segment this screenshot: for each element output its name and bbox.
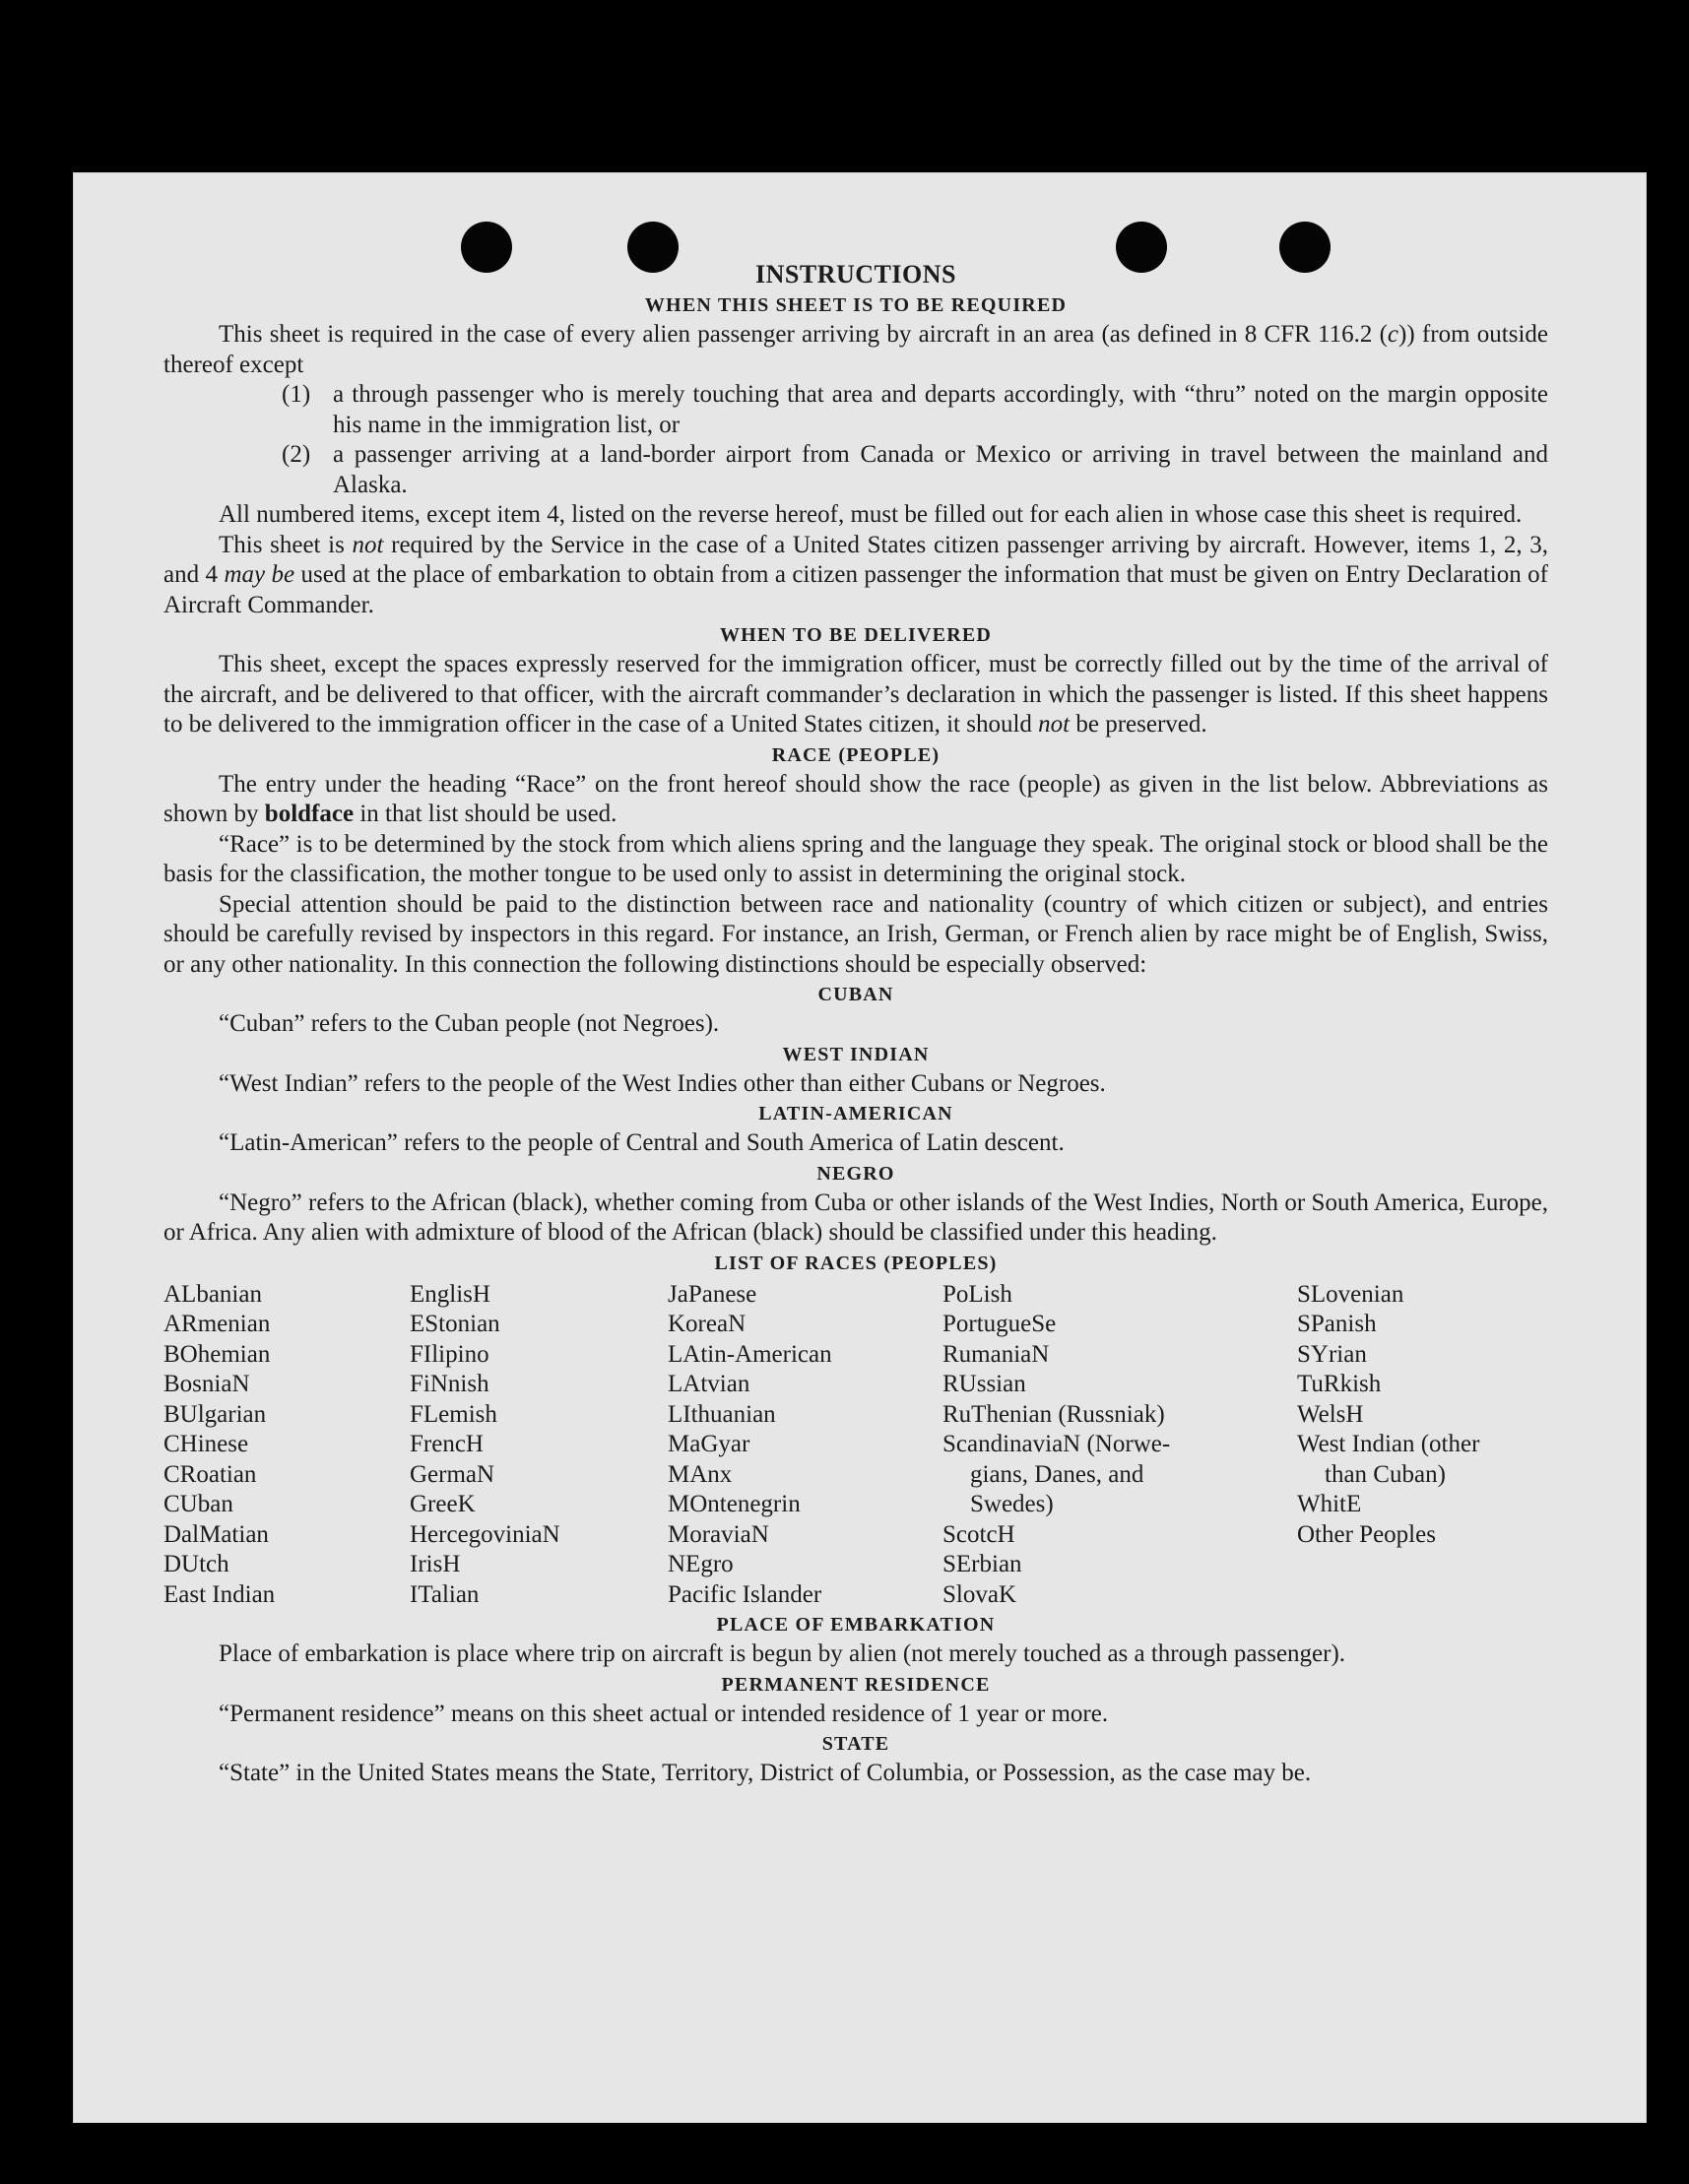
- race-item: Other Peoples: [1297, 1520, 1436, 1548]
- paragraph: “Latin-American” refers to the people of Central and South America of Latin descent.: [219, 1129, 1065, 1156]
- race-item: East Indian: [163, 1580, 276, 1608]
- paragraph: All numbered items, except item 4, listed on the reverse hereof, must be filled out for each alien in whose case this sheet is required.: [219, 501, 1523, 528]
- section-heading: LATIN-AMERICAN: [758, 1103, 953, 1124]
- race-item: WelsH: [1297, 1400, 1364, 1428]
- race-item: EStonian: [410, 1311, 500, 1337]
- paragraph: This sheet, except the spaces expressly reserved for the immigration officer, must be correctly filled out by the time of the arrival of the aircraft, and be delivered to that officer, with the aircraft commander’s declaration in which the passenger is listed. If this sheet happens to be delivered to the immigration officer in the case of a United States citizen, it should not be preserved.: [163, 651, 1548, 738]
- race-item: GermaN: [410, 1460, 495, 1488]
- race-item: FIlipino: [410, 1340, 489, 1368]
- race-item: DUtch: [163, 1551, 229, 1577]
- race-item: ARmenian: [163, 1311, 271, 1337]
- race-item: GreeK: [410, 1491, 476, 1517]
- race-column: [1297, 1280, 1548, 1611]
- section-heading: RACE (PEOPLE): [771, 743, 941, 766]
- race-item: LAtin-American: [668, 1340, 832, 1368]
- race-item: MAnx: [668, 1460, 733, 1488]
- race-item: NEgro: [668, 1551, 734, 1577]
- race-item: RuThenian (Russniak): [942, 1400, 1165, 1428]
- paragraph: “Negro” refers to the African (black), whether coming from Cuba or other islands of the West Indies, North or South America, Europe, or Africa. Any alien with admixture of blood of the African (black) should be classified under this heading.: [163, 1188, 1548, 1246]
- race-item: SlovaK: [942, 1580, 1016, 1608]
- race-item: BUlgarian: [163, 1400, 267, 1428]
- race-item: BOhemian: [163, 1340, 271, 1368]
- race-item: KoreaN: [668, 1311, 747, 1337]
- paragraph: “Permanent residence” means on this sheet actual or intended residence of 1 year or more.: [219, 1700, 1109, 1727]
- section-heading: LIST OF RACES (PEOPLES): [714, 1252, 998, 1274]
- race-item: CRoatian: [163, 1460, 257, 1488]
- race-item: PortugueSe: [942, 1311, 1057, 1337]
- race-item: SLovenian: [1297, 1280, 1404, 1308]
- list-item: (2) a passenger arriving at a land-border airport from Canada or Mexico or arriving in travel between the mainland and Alaska.: [282, 441, 1548, 498]
- instruction-sheet: [73, 172, 1647, 2123]
- section-heading: WHEN TO BE DELIVERED: [719, 624, 993, 646]
- race-item: IrisH: [410, 1551, 461, 1577]
- section-heading: STATE: [821, 1733, 890, 1755]
- section-heading: PERMANENT RESIDENCE: [721, 1673, 991, 1696]
- race-item: BosniaN: [163, 1371, 250, 1397]
- race-item: ScandinaviaN (Norwe-: [942, 1431, 1171, 1457]
- section-heading: CUBAN: [817, 984, 894, 1005]
- race-item: RumaniaN: [942, 1340, 1050, 1368]
- race-item: MaGyar: [668, 1431, 750, 1457]
- race-column: [668, 1280, 942, 1611]
- paragraph: This sheet is required in the case of every alien passenger arriving by aircraft in an area (as defined in 8 CFR 116.2 (c)) from outside thereof except: [163, 321, 1548, 378]
- race-item: TuRkish: [1297, 1371, 1382, 1397]
- race-item: Pacific Islander: [668, 1580, 822, 1608]
- race-item: MoraviaN: [668, 1520, 769, 1548]
- list-item: (1) a through passenger who is merely touching that area and departs accordingly, with “thru” noted on the margin opposite his name in the immigration list, or: [282, 381, 1548, 438]
- race-item: JaPanese: [668, 1280, 757, 1308]
- race-item: HercegoviniaN: [410, 1520, 560, 1548]
- race-item: RUssian: [942, 1371, 1026, 1397]
- race-item: SErbian: [942, 1551, 1022, 1577]
- race-item: DalMatian: [163, 1520, 269, 1548]
- section-heading: PLACE OF EMBARKATION: [716, 1614, 996, 1636]
- paragraph: “West Indian” refers to the people of the West Indies other than either Cubans or Negroes.: [219, 1069, 1106, 1097]
- paragraph: Special attention should be paid to the distinction between race and nationality (country of which citizen or subject), and entries should be carefully revised by inspectors in this regard. For instance, an Irish, German, or French alien by race might be of English, Swiss, or any other nationality. In this connection the following distinctions should be especially observed:: [163, 890, 1548, 978]
- race-item: PoLish: [942, 1280, 1012, 1308]
- race-list: [163, 1280, 1548, 1611]
- race-item: MOntenegrin: [668, 1491, 801, 1517]
- race-item: LIthuanian: [668, 1400, 776, 1428]
- race-item: ScotcH: [942, 1520, 1015, 1548]
- section-heading: WHEN THIS SHEET IS TO BE REQUIRED: [644, 294, 1068, 316]
- race-item: EnglisH: [410, 1280, 490, 1308]
- paragraph: This sheet is not required by the Service in the case of a United States citizen passenger arriving by aircraft. However, items 1, 2, 3, and 4 may be used at the place of embarkation to obtain from a citizen passenger the information that must be given on Entry Declaration of Aircraft Commander.: [163, 531, 1548, 618]
- race-item: CUban: [163, 1491, 233, 1517]
- race-column: [942, 1280, 1297, 1611]
- page-title: INSTRUCTIONS: [755, 260, 956, 289]
- race-item: Swedes): [970, 1491, 1054, 1517]
- race-item: SYrian: [1297, 1340, 1367, 1368]
- race-item: West Indian (other: [1297, 1431, 1480, 1457]
- race-item: WhitE: [1297, 1491, 1362, 1517]
- race-item: FLemish: [410, 1400, 497, 1428]
- race-item: gians, Danes, and: [970, 1460, 1144, 1488]
- paragraph: “Race” is to be determined by the stock from which aliens spring and the language they speak. The original stock or blood shall be the basis for the classification, the mother tongue to be used only to assist in determining the original stock.: [163, 830, 1548, 887]
- race-column: [410, 1280, 668, 1611]
- race-column: [163, 1280, 410, 1611]
- section-heading: NEGRO: [816, 1162, 895, 1185]
- race-item: FrencH: [410, 1431, 484, 1457]
- race-item: LAtvian: [668, 1371, 750, 1397]
- race-item: ALbanian: [163, 1280, 262, 1308]
- race-item: CHinese: [163, 1431, 249, 1457]
- paragraph: “Cuban” refers to the Cuban people (not Negroes).: [219, 1010, 720, 1037]
- race-item: SPanish: [1297, 1311, 1377, 1337]
- exception-list: [163, 380, 1548, 500]
- section-heading: WEST INDIAN: [782, 1043, 930, 1065]
- race-item: FiNnish: [410, 1371, 489, 1397]
- sheet-content: [163, 259, 1548, 1789]
- paragraph: The entry under the heading “Race” on the front hereof should show the race (people) as given in the list below. Abbreviations as shown by boldface in that list should be used.: [163, 770, 1548, 827]
- paragraph: Place of embarkation is place where trip on aircraft is begun by alien (not merely touched as a through passenger).: [219, 1640, 1346, 1667]
- race-item: than Cuban): [1325, 1460, 1446, 1488]
- paragraph: “State” in the United States means the State, Territory, District of Columbia, or Possession, as the case may be.: [219, 1760, 1312, 1786]
- race-item: ITalian: [410, 1580, 480, 1608]
